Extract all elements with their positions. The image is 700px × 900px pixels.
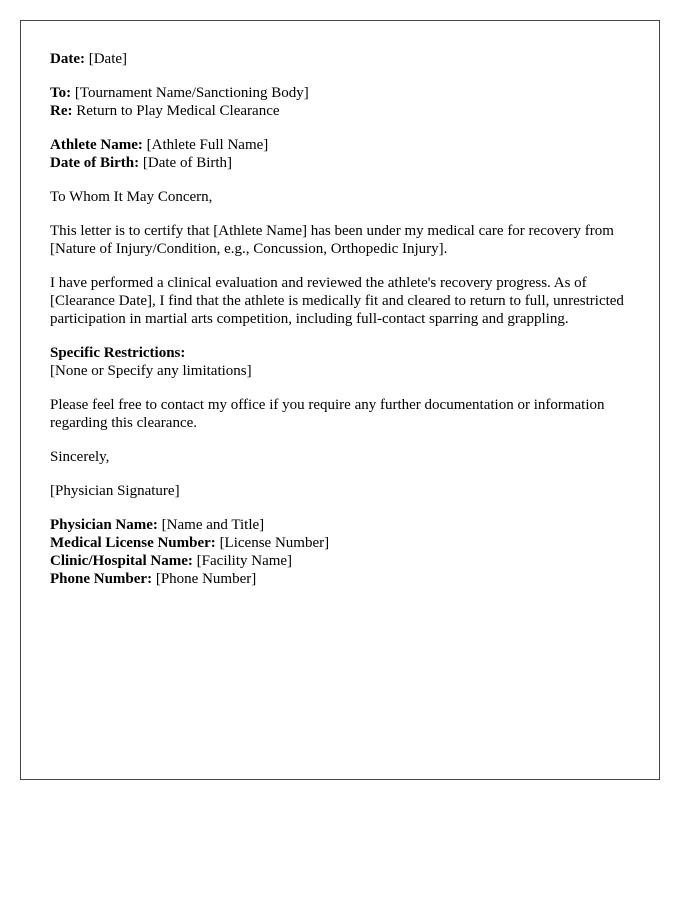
salutation: To Whom It May Concern, [50,189,213,205]
date-of-birth-line [50,154,635,172]
restrictions-block [50,344,635,380]
letter-page [20,20,660,780]
athlete-name-value: [Athlete Full Name] [146,137,269,153]
clinic-label: Clinic/Hospital Name: [50,553,193,569]
license-number-label: Medical License Number: [50,535,216,551]
re-line [50,102,635,120]
athlete-name-label: Athlete Name: [50,137,143,153]
phone-value: [Phone Number] [155,571,257,587]
re-label: Re: [50,103,73,119]
license-number-line [50,534,635,552]
paragraph-certification: This letter is to certify that [Athlete Name] has been under my medical care for recovery from [Nature of Injury/Condition, e.g., Concussion, Orthopedic Injury]. [50,223,614,257]
license-number-value: [License Number] [219,535,330,551]
letter-content [50,50,635,604]
date-of-birth-value: [Date of Birth] [142,155,233,171]
phone-label: Phone Number: [50,571,153,587]
to-value: [Tournament Name/Sanctioning Body] [74,85,309,101]
signature-placeholder: [Physician Signature] [50,483,180,499]
physician-name-value: [Name and Title] [161,517,265,533]
date-value: [Date] [88,51,128,67]
physician-name-line [50,516,635,534]
athlete-name-line [50,136,635,154]
phone-line [50,570,635,588]
date-label: Date: [50,51,85,67]
restrictions-value: [None or Specify any limitations] [50,363,252,379]
to-label: To: [50,85,72,101]
restrictions-label: Specific Restrictions: [50,345,186,361]
date-block [50,50,635,68]
paragraph-contact: Please feel free to contact my office if you require any further documentation or information regarding this clearance. [50,397,605,431]
physician-details-block [50,516,635,588]
recipient-block [50,84,635,120]
re-value: Return to Play Medical Clearance [76,103,280,119]
date-line [50,50,635,68]
athlete-block [50,136,635,172]
paragraph-evaluation: I have performed a clinical evaluation and reviewed the athlete's recovery progress. As of [Clearance Date], I find that the athlete is medically fit and cleared to return to full, unrestricted participation in martial arts competition, including full-contact sparring and grappling. [50,275,624,327]
closing: Sincerely, [50,449,110,465]
clinic-line [50,552,635,570]
physician-name-label: Physician Name: [50,517,158,533]
date-of-birth-label: Date of Birth: [50,155,140,171]
clinic-value: [Facility Name] [196,553,293,569]
to-line [50,84,635,102]
